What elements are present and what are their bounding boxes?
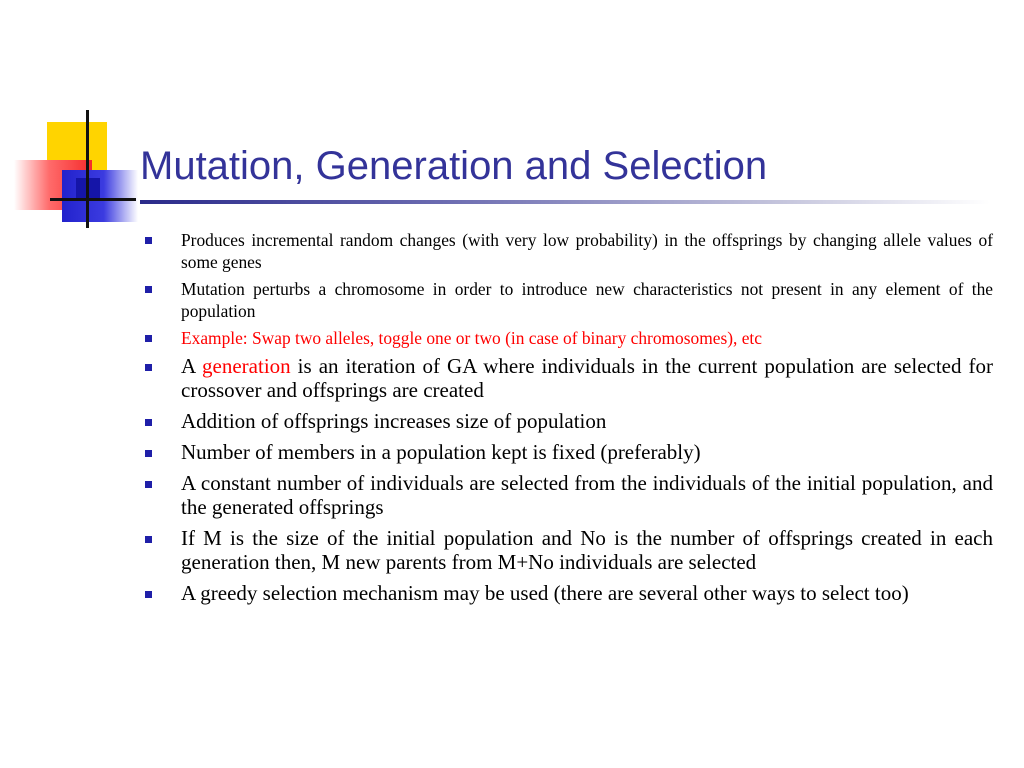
- bullet-square-icon: [145, 419, 152, 426]
- bullet-text: If M is the size of the initial population and No is the number of offsprings created in each generation then, M new parents from M+No individuals are selected: [181, 526, 993, 574]
- bullet-square-icon: [145, 286, 152, 293]
- logo-vertical-line: [86, 110, 89, 228]
- bullet-text-prefix: A: [181, 354, 203, 378]
- bullet-square-icon: [145, 364, 152, 371]
- bullet-text: Addition of offsprings increases size of population: [181, 409, 607, 433]
- slide-title: Mutation, Generation and Selection: [140, 144, 768, 188]
- bullet-item: [181, 327, 993, 349]
- bullet-text-suffix: is an iteration of GA where individuals in the current population are selected for crossover and offsprings are created: [181, 354, 993, 402]
- bullet-item: [181, 581, 993, 605]
- bullet-square-icon: [145, 237, 152, 244]
- bullet-item: [181, 471, 993, 519]
- bullet-item: [181, 526, 993, 574]
- bullet-square-icon: [145, 335, 152, 342]
- bullet-square-icon: [145, 450, 152, 457]
- bullet-text: A greedy selection mechanism may be used (there are several other ways to select too): [181, 581, 909, 605]
- bullet-item: [181, 409, 993, 433]
- bullet-text: Mutation perturbs a chromosome in order to introduce new characteristics not present in any element of the population: [181, 279, 993, 321]
- title-underline: [140, 200, 990, 204]
- bullet-square-icon: [145, 481, 152, 488]
- bullet-square-icon: [145, 536, 152, 543]
- bullet-text-example: Example: Swap two alleles, toggle one or two (in case of binary chromosomes), etc: [181, 328, 762, 348]
- bullet-item: [181, 440, 993, 464]
- bullet-list: [181, 229, 993, 612]
- bullet-item: [181, 278, 993, 322]
- logo-horizontal-line: [50, 198, 136, 201]
- bullet-item: [181, 229, 993, 273]
- bullet-square-icon: [145, 591, 152, 598]
- logo-blue-square: [62, 170, 138, 222]
- highlight-term-generation: generation: [202, 354, 291, 378]
- bullet-text: Produces incremental random changes (with very low probability) in the offsprings by changing allele values of some genes: [181, 230, 993, 272]
- bullet-item: [181, 354, 993, 402]
- bullet-text: A constant number of individuals are selected from the individuals of the initial population, and the generated offsprings: [181, 471, 993, 519]
- bullet-text: Number of members in a population kept is fixed (preferably): [181, 440, 701, 464]
